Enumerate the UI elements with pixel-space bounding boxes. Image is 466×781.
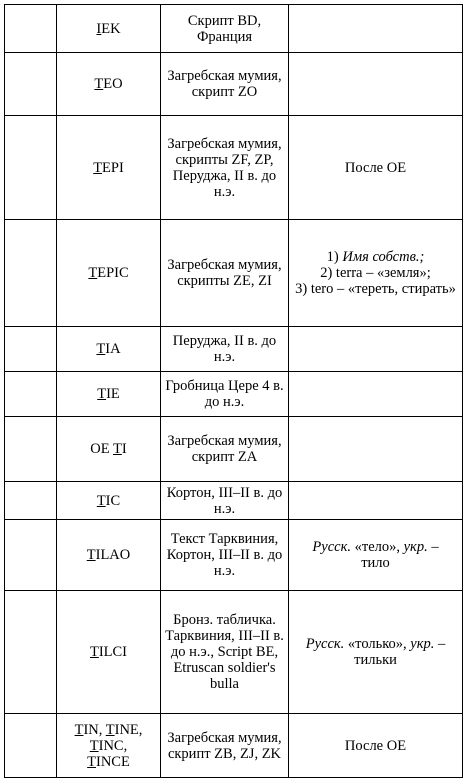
- underlined-letter: T: [89, 737, 99, 754]
- underlined-letter: T: [88, 265, 98, 281]
- word-text: ILCI: [98, 644, 128, 660]
- source-cell: Загребская мумия, скрипт ZO: [161, 53, 289, 116]
- index-cell: [5, 714, 57, 778]
- word-cell: [57, 372, 161, 417]
- source-cell: Перуджа, II в. до н.э.: [161, 327, 289, 372]
- italic-note-text: Русск.: [305, 636, 345, 652]
- index-cell: [5, 116, 57, 220]
- note-text: – тильки: [354, 636, 446, 668]
- index-cell: [5, 520, 57, 591]
- italic-note-text: укр.: [403, 539, 428, 555]
- word-text: IE: [106, 386, 120, 402]
- source-cell: Загребская мумия, скрипты ZE, ZI: [161, 220, 289, 327]
- underlined-letter: T: [87, 753, 96, 770]
- word-text: EO: [103, 76, 123, 92]
- underlined-letter: T: [86, 547, 96, 563]
- word-cell: [57, 417, 161, 482]
- underlined-letter: T: [105, 721, 115, 738]
- word-text: IN,: [83, 721, 106, 738]
- note-cell: [289, 372, 463, 417]
- source-cell: Загребская мумия, скрипты ZF, ZP, Перуджа, II в. до н.э.: [161, 116, 289, 220]
- word-cell: [57, 520, 161, 591]
- index-cell: [5, 591, 57, 714]
- word-text: INCE: [96, 753, 130, 770]
- italic-note-text: укр.: [410, 636, 435, 652]
- note-text: 2) terra – «земля»; 3) tero – «тереть, стирать»: [295, 265, 456, 297]
- word-text: EPI: [102, 159, 124, 176]
- table-row: [5, 220, 463, 327]
- word-text: OE: [90, 441, 113, 457]
- note-cell: [289, 591, 463, 714]
- lexicon-table: [4, 4, 463, 778]
- word-text: INC,: [98, 737, 128, 754]
- word-text: IC: [105, 492, 121, 509]
- note-cell: [289, 116, 463, 220]
- underlined-letter: I: [96, 20, 102, 37]
- source-cell: Гробница Цере 4 в. до н.э.: [161, 372, 289, 417]
- italic-note-text: Русск.: [312, 539, 351, 555]
- table-row: [5, 714, 463, 778]
- word-cell: [57, 327, 161, 372]
- word-cell: [57, 591, 161, 714]
- note-text: После OE: [344, 737, 407, 754]
- index-cell: [5, 220, 57, 327]
- word-text: ILAO: [95, 547, 131, 563]
- index-cell: [5, 327, 57, 372]
- word-cell: [57, 116, 161, 220]
- table-row: [5, 5, 463, 53]
- note-text: – тило: [361, 539, 439, 571]
- source-cell: Скрипт BD, Франция: [161, 5, 289, 53]
- note-cell: [289, 482, 463, 520]
- note-cell: [289, 327, 463, 372]
- table-row: [5, 53, 463, 116]
- table-row: [5, 417, 463, 482]
- underlined-letter: T: [74, 721, 84, 738]
- source-cell: Бронз. табличка. Тарквиния, III–II в. до н.э., Script BE, Etruscan soldier's bulla: [161, 591, 289, 714]
- underlined-letter: T: [94, 76, 104, 92]
- underlined-letter: T: [93, 159, 103, 176]
- italic-note-text: Имя собств.;: [342, 249, 425, 265]
- word-cell: [57, 482, 161, 520]
- note-text: После OE: [344, 159, 407, 176]
- table-row: [5, 116, 463, 220]
- word-text: IA: [105, 341, 121, 357]
- underlined-letter: T: [96, 341, 106, 357]
- note-cell: [289, 220, 463, 327]
- note-cell: [289, 53, 463, 116]
- word-text: EK: [101, 20, 121, 37]
- lexicon-table-body: [5, 5, 463, 778]
- source-cell: Загребская мумия, скрипт ZA: [161, 417, 289, 482]
- word-text: INE,: [114, 721, 143, 738]
- source-cell: Текст Тарквиния, Кортон, III–II в. до н.э.: [161, 520, 289, 591]
- index-cell: [5, 53, 57, 116]
- table-row: [5, 591, 463, 714]
- table-row: [5, 372, 463, 417]
- source-cell: Загребская мумия, скрипт ZB, ZJ, ZK: [161, 714, 289, 778]
- table-row: [5, 482, 463, 520]
- word-text: I: [121, 441, 127, 457]
- source-cell: Кортон, III–II в. до н.э.: [161, 482, 289, 520]
- note-cell: [289, 417, 463, 482]
- underlined-letter: T: [113, 441, 122, 457]
- underlined-letter: T: [96, 492, 106, 509]
- underlined-letter: T: [97, 386, 107, 402]
- index-cell: [5, 5, 57, 53]
- word-cell: [57, 5, 161, 53]
- table-row: [5, 327, 463, 372]
- underlined-letter: T: [89, 644, 99, 660]
- index-cell: [5, 417, 57, 482]
- note-text: «только»,: [344, 636, 411, 652]
- word-text: EPIC: [97, 265, 129, 281]
- word-cell: [57, 220, 161, 327]
- note-cell: [289, 714, 463, 778]
- note-cell: [289, 520, 463, 591]
- table-row: [5, 520, 463, 591]
- note-text: «тело»,: [350, 539, 404, 555]
- note-cell: [289, 5, 463, 53]
- word-cell: [57, 714, 161, 778]
- index-cell: [5, 482, 57, 520]
- index-cell: [5, 372, 57, 417]
- word-cell: [57, 53, 161, 116]
- note-text: 1): [326, 249, 343, 265]
